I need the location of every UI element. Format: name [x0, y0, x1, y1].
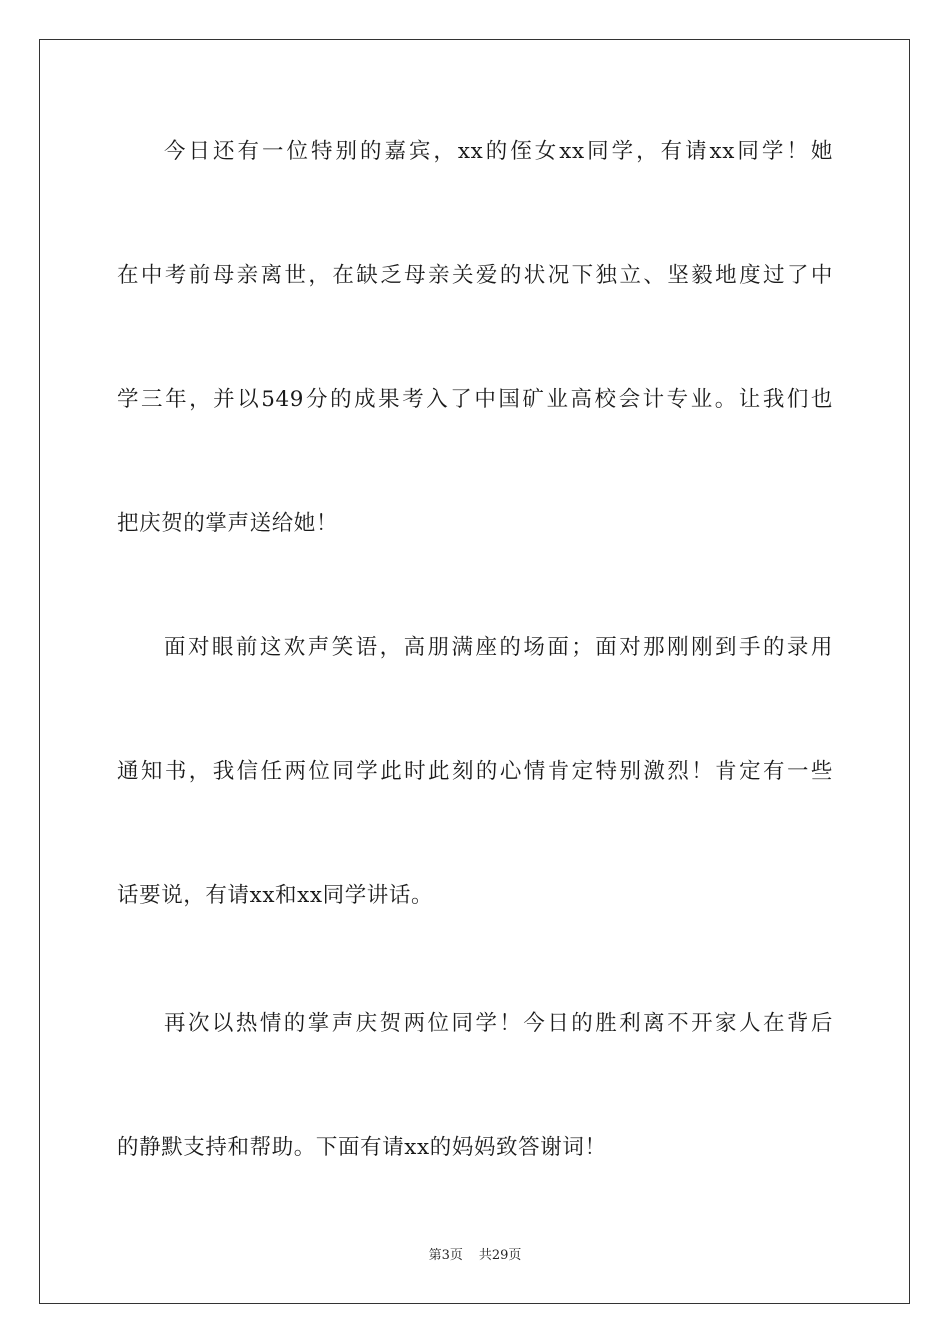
paragraph-2-line-1: 面对眼前这欢声笑语，高朋满座的场面；面对那刚刚到手的录用 — [164, 635, 833, 660]
paragraph-1-line-3: 学三年，并以549分的成果考入了中国矿业高校会计专业。让我们也 — [117, 387, 833, 412]
page-footer — [0, 1248, 950, 1264]
paragraph-1-line-2: 在中考前母亲离世，在缺乏母亲关爱的状况下独立、坚毅地度过了中 — [117, 263, 833, 288]
paragraph-2-line-2: 通知书，我信任两位同学此时此刻的心情肯定特别激烈！肯定有一些 — [117, 759, 833, 784]
total-pages: 共29页 — [478, 1248, 522, 1263]
paragraph-2-line-3: 话要说，有请xx和xx同学讲话。 — [117, 883, 434, 908]
page-number: 第3页 — [428, 1248, 463, 1263]
paragraph-1-line-4: 把庆贺的掌声送给她！ — [117, 511, 339, 536]
page-border — [39, 39, 910, 1304]
paragraph-3-line-1: 再次以热情的掌声庆贺两位同学！今日的胜利离不开家人在背后 — [164, 1011, 833, 1036]
paragraph-3-line-2: 的静默支持和帮助。下面有请xx的妈妈致答谢词！ — [117, 1135, 607, 1160]
paragraph-1-line-1: 今日还有一位特别的嘉宾，xx的侄女xx同学，有请xx同学！她 — [164, 139, 833, 164]
